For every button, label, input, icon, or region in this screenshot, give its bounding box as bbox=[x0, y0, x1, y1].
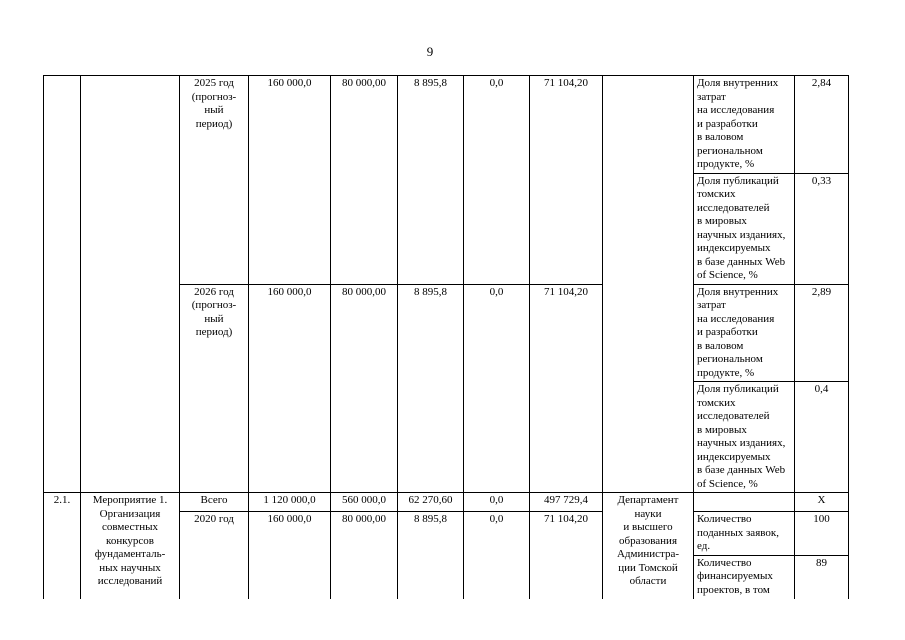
extrabudget-cell: 71 104,20 bbox=[530, 284, 603, 493]
federal-cell: 80 000,00 bbox=[331, 284, 398, 493]
indicator-name bbox=[694, 493, 795, 512]
local-cell: 0,0 bbox=[464, 284, 530, 493]
measure-number: 2.1. bbox=[44, 493, 81, 600]
indicator-value: Х bbox=[795, 493, 849, 512]
regional-cell: 62 270,60 bbox=[398, 493, 464, 512]
indicator-value: 100 bbox=[795, 512, 849, 556]
indicator-value: 0,4 bbox=[795, 382, 849, 493]
indicator-name: Доля публикаций томских исследователей в мировых научных изданиях, индексируемых в базе данных Web of Science, % bbox=[694, 173, 795, 284]
federal-cell: 80 000,00 bbox=[331, 76, 398, 285]
period-cell: 2025 год (прогноз- ный период) bbox=[180, 76, 249, 285]
indicator-name: Доля внутренних затрат на исследования и разработки в валовом региональном продукте, % bbox=[694, 76, 795, 174]
empty-executor-cell bbox=[603, 76, 694, 493]
page-number: 9 bbox=[426, 44, 434, 59]
period-cell: 2020 год bbox=[180, 512, 249, 600]
extrabudget-cell: 71 104,20 bbox=[530, 76, 603, 285]
total-cell: 160 000,0 bbox=[249, 76, 331, 285]
empty-number-cell bbox=[44, 76, 81, 493]
table-row bbox=[44, 493, 849, 512]
indicator-value: 2,84 bbox=[795, 76, 849, 174]
total-cell: 160 000,0 bbox=[249, 512, 331, 600]
measure-title: Мероприятие 1. Организация совместных конкурсов фундаменталь- ных научных исследований bbox=[81, 493, 180, 600]
indicator-name: Доля внутренних затрат на исследования и разработки в валовом региональном продукте, % bbox=[694, 284, 795, 382]
program-table bbox=[43, 75, 849, 599]
indicator-value: 0,33 bbox=[795, 173, 849, 284]
table-row bbox=[44, 76, 849, 174]
period-cell: Всего bbox=[180, 493, 249, 512]
regional-cell: 8 895,8 bbox=[398, 512, 464, 600]
indicator-value: 2,89 bbox=[795, 284, 849, 382]
federal-cell: 80 000,00 bbox=[331, 512, 398, 600]
empty-title-cell bbox=[81, 76, 180, 493]
extrabudget-cell: 71 104,20 bbox=[530, 512, 603, 600]
indicator-name: Доля публикаций томских исследователей в мировых научных изданиях, индексируемых в базе данных Web of Science, % bbox=[694, 382, 795, 493]
federal-cell: 560 000,0 bbox=[331, 493, 398, 512]
indicator-name: Количество финансируемых проектов, в том bbox=[694, 555, 795, 599]
total-cell: 160 000,0 bbox=[249, 284, 331, 493]
local-cell: 0,0 bbox=[464, 493, 530, 512]
regional-cell: 8 895,8 bbox=[398, 284, 464, 493]
regional-cell: 8 895,8 bbox=[398, 76, 464, 285]
total-cell: 1 120 000,0 bbox=[249, 493, 331, 512]
indicator-value: 89 bbox=[795, 555, 849, 599]
executor-cell: Департамент науки и высшего образования Администра- ции Томской области bbox=[603, 493, 694, 600]
local-cell: 0,0 bbox=[464, 76, 530, 285]
local-cell: 0,0 bbox=[464, 512, 530, 600]
indicator-name: Количество поданных заявок, ед. bbox=[694, 512, 795, 556]
period-cell: 2026 год (прогноз- ный период) bbox=[180, 284, 249, 493]
extrabudget-cell: 497 729,4 bbox=[530, 493, 603, 512]
